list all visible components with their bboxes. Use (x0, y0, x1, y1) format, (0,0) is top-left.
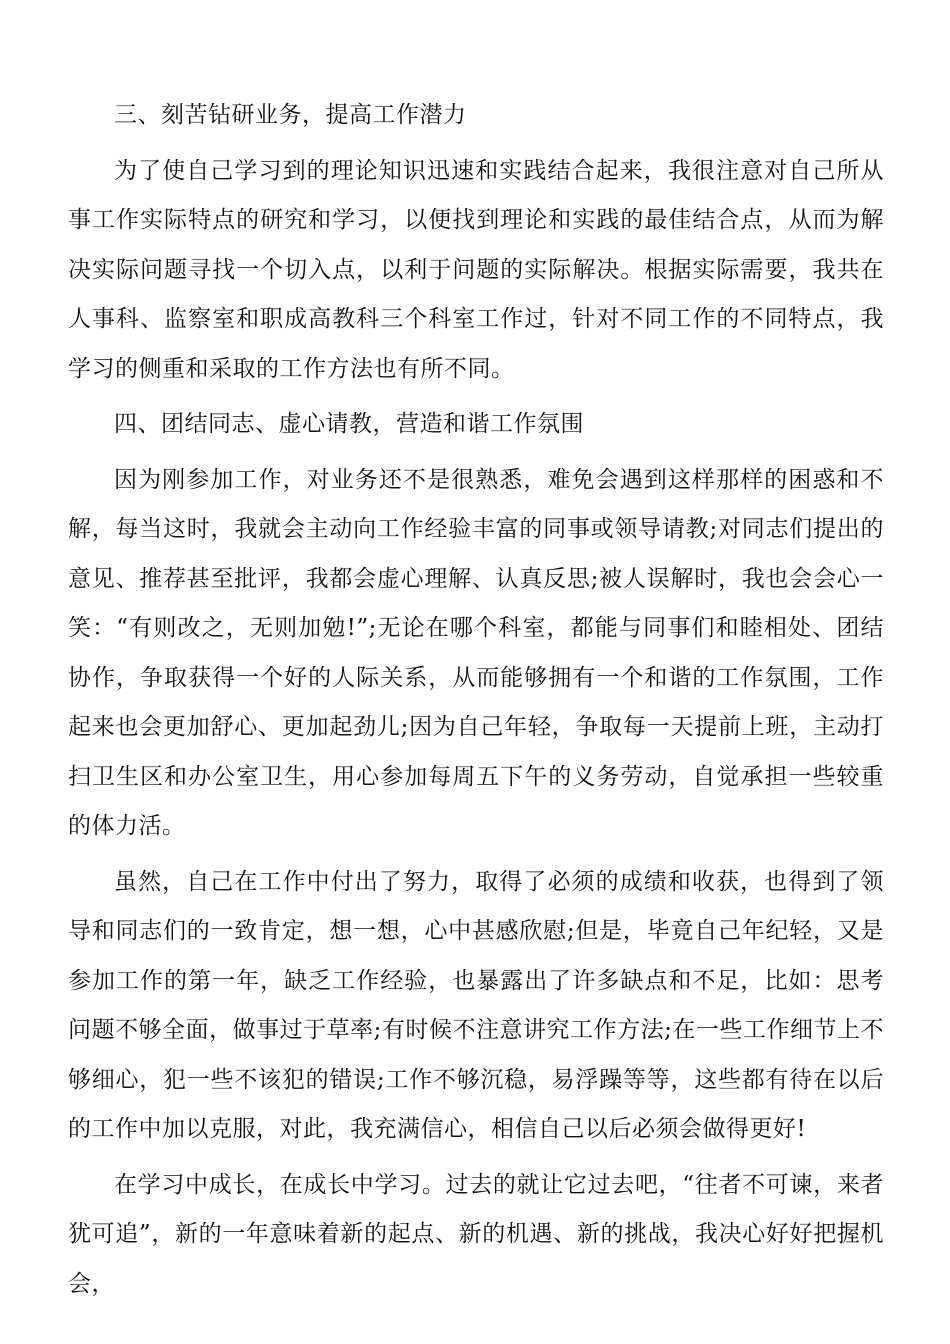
paragraph-growth: 在学习中成长，在成长中学习。过去的就让它过去吧，“往者不可谏，来者犹可追”，新的一年意味着新的起点、新的机遇、新的挑战，我决心好好把握机会， (68, 1171, 884, 1297)
paragraph-theory-practice: 为了使自己学习到的理论知识迅速和实践结合起来，我很注意对自己所从事工作实际特点的研究和学习，以便找到理论和实践的最佳结合点，从而为解决实际问题寻找一个切入点，以利于问题的实际解决。根据实际需要，我共在人事科、监察室和职成高教科三个科室工作过，针对不同工作的不同特点，我学习的侧重和采取的工作方法也有所不同。 (68, 157, 884, 382)
section-heading-3: 三、刻苦钻研业务，提高工作潜力 (114, 102, 467, 128)
paragraph-shortcomings: 虽然，自己在工作中付出了努力，取得了必须的成绩和收获，也得到了领导和同志们的一致肯定，想一想，心中甚感欣慰;但是，毕竟自己年纪轻，又是参加工作的第一年，缺乏工作经验，也暴露出了许多缺点和不足，比如：思考问题不够全面，做事过于草率;有时候不注意讲究工作方法;在一些工作细节上不够细心，犯一些不该犯的错误;工作不够沉稳，易浮躁等等，这些都有待在以后的工作中加以克服，对此，我充满信心，相信自己以后必须会做得更好! (68, 868, 884, 1142)
section-heading-4: 四、团结同志、虚心请教，营造和谐工作氛围 (114, 411, 584, 437)
paragraph-unity-colleagues: 因为刚参加工作，对业务还不是很熟悉，难免会遇到这样那样的困惑和不解，每当这时，我就会主动向工作经验丰富的同事或领导请教;对同志们提出的意见、推荐甚至批评，我都会虚心理解、认真反思;被人误解时，我也会会心一笑：“有则改之，无则加勉!”;无论在哪个科室，都能与同事们和睦相处、团结协作，争取获得一个好的人际关系，从而能够拥有一个和谐的工作氛围，工作起来也会更加舒心、更加起劲儿;因为自己年轻，争取每一天提前上班，主动打扫卫生区和办公室卫生，用心参加每周五下午的义务劳动，自觉承担一些较重的体力活。 (68, 466, 884, 839)
